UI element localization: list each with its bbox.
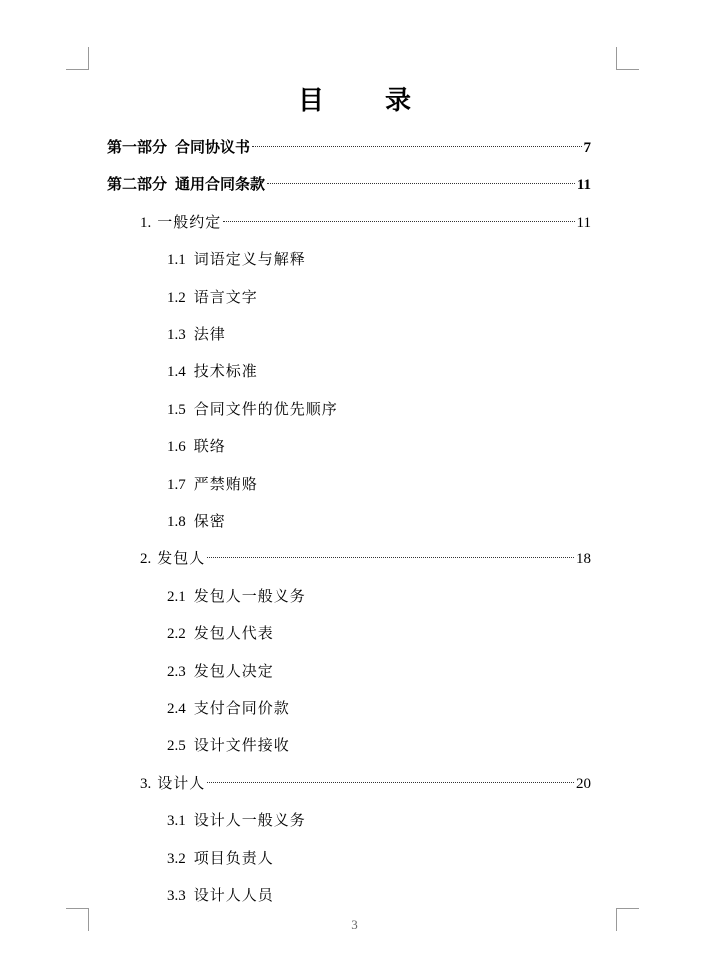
- toc-entry[interactable]: [167, 884, 274, 906]
- toc-entry-text: 技术标准: [193, 362, 258, 380]
- toc-entry[interactable]: [167, 323, 226, 345]
- toc-entry-text: 合同协议书: [175, 138, 251, 156]
- toc-entry-number: 2.4: [167, 701, 186, 717]
- crop-mark-top-left: [66, 47, 89, 70]
- toc-entry-number: 3.: [140, 776, 152, 792]
- toc-entry-number: 1.1: [167, 252, 186, 268]
- toc-entry-number: 第一部分: [107, 138, 168, 156]
- toc-entry-text: 发包人: [157, 549, 206, 567]
- toc-entry-number: 3.2: [167, 851, 186, 867]
- toc-entry-label: [167, 585, 306, 608]
- toc-entry-number: 2.5: [167, 738, 186, 754]
- toc-entry-text: 项目负责人: [193, 849, 274, 867]
- toc-entry[interactable]: [140, 772, 591, 794]
- toc-entry-label: [167, 360, 258, 383]
- toc-dot-leader: [207, 556, 574, 558]
- toc-entry-text: 通用合同条款: [175, 175, 266, 193]
- toc-entry[interactable]: [140, 211, 591, 233]
- toc-entry-text: 设计人人员: [193, 886, 274, 904]
- toc-entry[interactable]: [167, 435, 226, 457]
- toc-entry-text: 发包人决定: [193, 662, 274, 680]
- toc-entry-text: 语言文字: [193, 288, 258, 306]
- toc-entry-number: 1.2: [167, 290, 186, 306]
- toc-entry[interactable]: [107, 173, 591, 195]
- toc-dot-leader: [267, 182, 575, 184]
- toc-entry-page: 7: [583, 140, 591, 156]
- toc-entry-number: 3.3: [167, 888, 186, 904]
- toc-entry[interactable]: [167, 398, 338, 420]
- toc-entry-page: 11: [576, 177, 591, 193]
- toc-entry-number: 1.4: [167, 364, 186, 380]
- toc-entry-label: [167, 398, 338, 421]
- toc-entry-text: 发包人代表: [193, 624, 274, 642]
- toc-entry-page: 20: [576, 776, 591, 792]
- toc-entry-label: [167, 734, 290, 757]
- toc-entry-number: 1.8: [167, 514, 186, 530]
- toc-entry[interactable]: [167, 697, 290, 719]
- toc-entry-number: 1.: [140, 215, 152, 231]
- toc-entry[interactable]: [167, 847, 274, 869]
- toc-entry-text: 法律: [193, 325, 226, 343]
- toc-entry-label: [140, 547, 205, 570]
- toc-entry-number: 2.: [140, 551, 152, 567]
- toc-entry-page: 18: [576, 551, 591, 567]
- toc-entry-number: 3.1: [167, 813, 186, 829]
- toc-entry-label: [167, 435, 226, 458]
- toc-entry-label: [167, 510, 226, 533]
- toc-entry-label: [140, 211, 221, 234]
- toc-dot-leader: [207, 781, 574, 783]
- toc-entry-number: 2.3: [167, 664, 186, 680]
- toc-dot-leader: [223, 220, 574, 222]
- toc-entry[interactable]: [167, 734, 290, 756]
- toc-entry-label: [167, 884, 274, 907]
- toc-entry[interactable]: [140, 547, 591, 569]
- toc-entry[interactable]: [167, 585, 306, 607]
- toc-entry[interactable]: [167, 809, 306, 831]
- toc-entry[interactable]: [167, 248, 306, 270]
- toc-entry[interactable]: [167, 360, 258, 382]
- toc-entry-label: [167, 622, 274, 645]
- toc-entry-label: [167, 847, 274, 870]
- toc-entry-label: [167, 323, 226, 346]
- toc-entry-text: 发包人一般义务: [193, 587, 306, 605]
- toc-entry-text: 保密: [193, 512, 226, 530]
- toc-entry-number: 1.7: [167, 477, 186, 493]
- toc-entry-text: 设计文件接收: [193, 736, 290, 754]
- toc-entry-text: 合同文件的优先顺序: [193, 400, 338, 418]
- toc-entry-label: [167, 697, 290, 720]
- toc-entry[interactable]: [167, 660, 274, 682]
- toc-entry-text: 支付合同价款: [193, 699, 290, 717]
- toc-entry-text: 设计人一般义务: [193, 811, 306, 829]
- toc-entry-text: 设计人: [157, 774, 206, 792]
- toc-entry-text: 一般约定: [157, 213, 222, 231]
- toc-entry[interactable]: [107, 136, 591, 158]
- toc-entry-label: [167, 248, 306, 271]
- crop-mark-top-right: [616, 47, 639, 70]
- toc-entry-label: [167, 660, 274, 683]
- toc-entry-number: 第二部分: [107, 175, 168, 193]
- toc-entry-text: 联络: [193, 437, 226, 455]
- toc-entry[interactable]: [167, 286, 258, 308]
- toc-entry-number: 1.6: [167, 439, 186, 455]
- toc-entry-number: 1.3: [167, 327, 186, 343]
- toc-entry-label: [167, 286, 258, 309]
- toc-entry[interactable]: [167, 473, 258, 495]
- toc-entry-text: 词语定义与解释: [193, 250, 306, 268]
- toc-entry-label: [107, 136, 250, 158]
- toc-entry[interactable]: [167, 510, 226, 532]
- toc-entry-number: 1.5: [167, 402, 186, 418]
- toc-entry-label: [140, 772, 205, 795]
- toc-entry-label: [107, 173, 265, 195]
- toc-entry-page: 11: [576, 215, 591, 231]
- toc-dot-leader: [252, 145, 581, 147]
- toc-entry-label: [167, 809, 306, 832]
- toc-entry-number: 2.1: [167, 589, 186, 605]
- page-number: 3: [351, 917, 358, 932]
- toc-entry-text: 严禁贿赂: [193, 475, 258, 493]
- toc-entry-number: 2.2: [167, 626, 186, 642]
- toc-entry[interactable]: [167, 622, 274, 644]
- toc-entry-label: [167, 473, 258, 496]
- toc-title: 目 录: [297, 86, 438, 116]
